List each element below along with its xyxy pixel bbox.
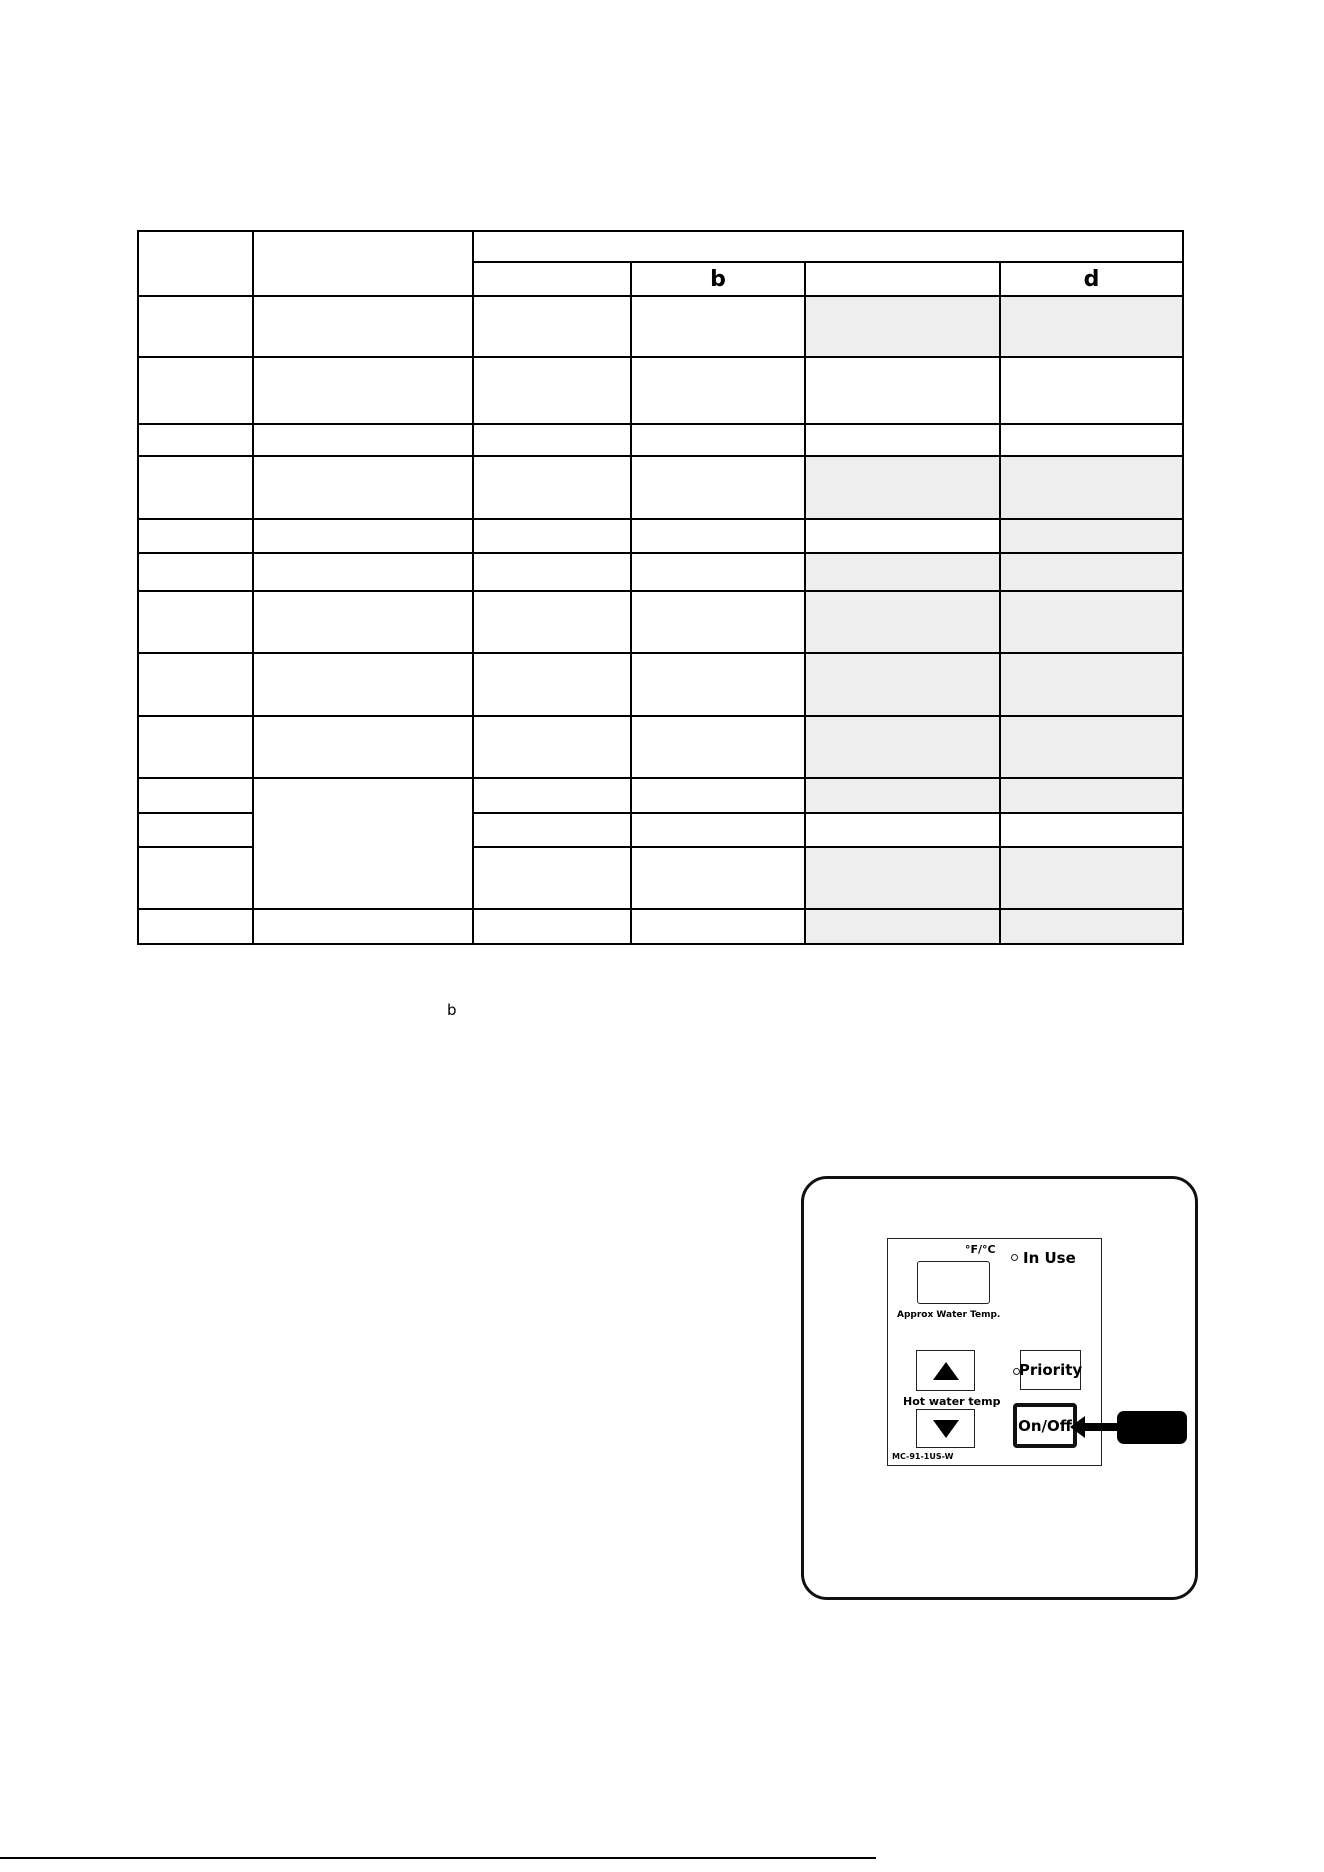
table-cell [631, 357, 805, 424]
table-row [138, 424, 1183, 456]
footnote-marker: b [447, 1001, 457, 1019]
table-cell [473, 813, 631, 847]
table-cell [805, 357, 1000, 424]
table-cell [138, 778, 253, 813]
table-cell [473, 909, 631, 944]
header-group-cell [473, 231, 1183, 262]
table-cell [253, 424, 473, 456]
table-row [138, 357, 1183, 424]
table-cell [631, 456, 805, 519]
table-cell [1000, 519, 1183, 553]
table-row [138, 591, 1183, 653]
table-cell [138, 591, 253, 653]
header-cell [253, 231, 473, 296]
table-cell [253, 456, 473, 519]
table-cell [631, 519, 805, 553]
header-cell [138, 231, 253, 296]
subheader-cell-c [805, 262, 1000, 296]
table-cell [1000, 553, 1183, 591]
table-row [138, 653, 1183, 716]
table-cell [253, 716, 473, 778]
table-cell [1000, 591, 1183, 653]
table-cell [253, 296, 473, 357]
table-cell [1000, 909, 1183, 944]
table-cell [1000, 716, 1183, 778]
display-caption: Approx Water Temp. [897, 1310, 1001, 1320]
table-cell [473, 847, 631, 909]
table-row [138, 716, 1183, 778]
table-cell [138, 456, 253, 519]
unit-label: °F/°C [965, 1243, 996, 1256]
table-cell [805, 424, 1000, 456]
table-cell [138, 653, 253, 716]
callout-label-box [1117, 1411, 1187, 1444]
table-cell [138, 553, 253, 591]
table-cell [473, 653, 631, 716]
table-cell [253, 653, 473, 716]
footer-rule [0, 1854, 880, 1862]
hot-water-temp-label: Hot water temp [903, 1395, 1001, 1408]
priority-button[interactable]: Priority [1020, 1350, 1081, 1390]
table-cell [1000, 847, 1183, 909]
table-cell [253, 591, 473, 653]
table-cell [473, 778, 631, 813]
table-cell [805, 591, 1000, 653]
table-cell [1000, 653, 1183, 716]
table-cell [138, 909, 253, 944]
table-cell [473, 424, 631, 456]
table-cell [1000, 296, 1183, 357]
in-use-label: In Use [1023, 1249, 1076, 1267]
subheader-d-label: d [1083, 267, 1100, 292]
table-cell [631, 813, 805, 847]
table-row [138, 909, 1183, 944]
table-cell [805, 553, 1000, 591]
subheader-cell-d [1000, 262, 1183, 296]
table-cell [473, 357, 631, 424]
table-row [138, 456, 1183, 519]
table-cell [1000, 456, 1183, 519]
table-cell [473, 591, 631, 653]
table-cell [631, 653, 805, 716]
table-cell [631, 553, 805, 591]
temp-down-button[interactable] [916, 1409, 975, 1448]
table-cell [805, 847, 1000, 909]
table-cell [1000, 813, 1183, 847]
table-cell [805, 909, 1000, 944]
on-off-button[interactable]: On/Off [1019, 1409, 1071, 1442]
table-cell [631, 716, 805, 778]
table-cell [473, 519, 631, 553]
subheader-b-label: b [710, 267, 726, 292]
table-row [138, 519, 1183, 553]
table-cell [805, 778, 1000, 813]
table-cell [138, 519, 253, 553]
subheader-cell-b [631, 262, 805, 296]
table-row [138, 296, 1183, 357]
table-cell [253, 553, 473, 591]
arrow-left-icon [1070, 1414, 1120, 1440]
table-cell [473, 456, 631, 519]
in-use-led-icon [1011, 1254, 1018, 1261]
table-cell [805, 519, 1000, 553]
table-cell [253, 357, 473, 424]
table-cell [138, 424, 253, 456]
table-cell [805, 813, 1000, 847]
table-cell [631, 847, 805, 909]
subheader-cell-a [473, 262, 631, 296]
table-cell [631, 909, 805, 944]
table-cell [631, 778, 805, 813]
table-cell [805, 456, 1000, 519]
table-cell [138, 847, 253, 909]
triangle-down-icon [932, 1419, 960, 1439]
specification-table [137, 230, 1184, 945]
table-cell [138, 296, 253, 357]
table-cell [1000, 357, 1183, 424]
table-header-row [138, 231, 1183, 262]
model-label: MC-91-1US-W [892, 1452, 954, 1461]
table-cell [805, 716, 1000, 778]
table-cell [473, 296, 631, 357]
table-row [138, 778, 1183, 813]
table-cell [138, 813, 253, 847]
table-cell [1000, 778, 1183, 813]
table-cell [631, 296, 805, 357]
table-cell [805, 653, 1000, 716]
table-cell [631, 591, 805, 653]
table-merged-cell [253, 778, 473, 909]
triangle-up-icon [932, 1361, 960, 1381]
table-cell [253, 519, 473, 553]
table-cell [631, 424, 805, 456]
table-cell [805, 296, 1000, 357]
table-cell [1000, 424, 1183, 456]
table-cell [138, 357, 253, 424]
temp-up-button[interactable] [916, 1350, 975, 1391]
table-row [138, 553, 1183, 591]
temperature-display [917, 1261, 990, 1304]
table-cell [138, 716, 253, 778]
table-cell [473, 716, 631, 778]
table-cell [253, 909, 473, 944]
table-cell [473, 553, 631, 591]
